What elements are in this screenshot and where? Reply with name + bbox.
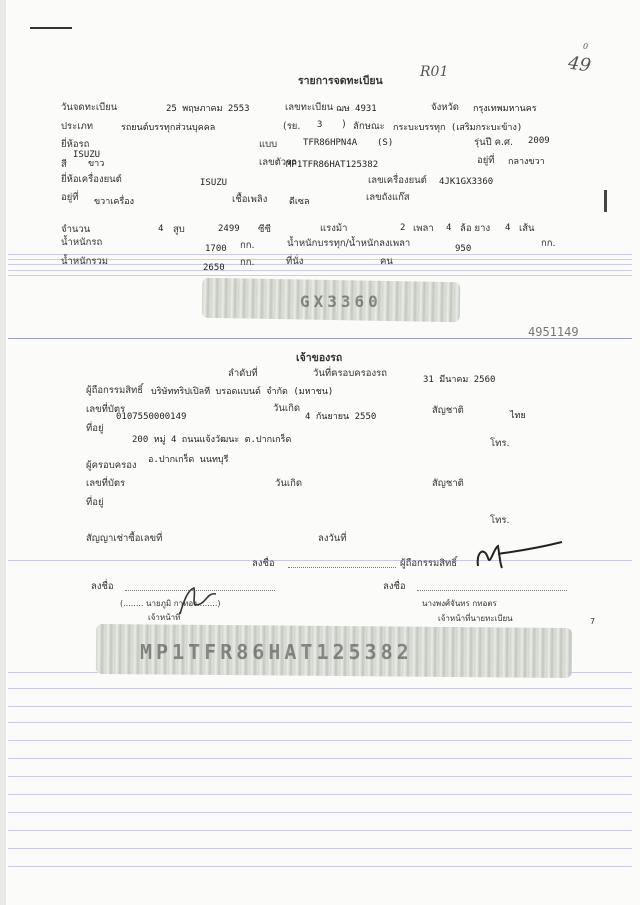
load-label: น้ำหนักบรรทุก/น้ำหนักลงเพลา [287, 238, 411, 249]
total-weight-label: น้ำหนักรวม [61, 256, 109, 267]
margin-mark: 7 [590, 617, 596, 626]
engine-no-value: 4JK1GX3360 [439, 177, 494, 187]
ruled-line [8, 848, 632, 849]
year-label: รุ่นปี ค.ศ. [474, 137, 514, 148]
year-value: 2009 [528, 136, 550, 146]
load-value: 950 [455, 244, 472, 254]
lease-date-label: ลงวันที่ [318, 533, 347, 544]
fuel-label: เชื้อเพลิง [232, 194, 268, 205]
possessor-nation-label: สัญชาติ [432, 478, 464, 489]
ruled-line [8, 270, 632, 271]
total-weight-unit: กก. [240, 257, 255, 268]
weight-unit: กก. [240, 240, 255, 251]
engine-no-label: เลขเครื่องยนต์ [368, 175, 427, 186]
province-label: จังหวัด [431, 102, 459, 113]
fuel-value: ดีเซล [289, 197, 310, 207]
cc-label: ซีซี [258, 224, 271, 235]
left-officer-name: (........ นายภูมิ กาทอง........) [120, 599, 221, 608]
type-label: ประเภท [61, 121, 94, 132]
address-label: ที่อยู่ [86, 423, 104, 434]
count-label: จำนวน [61, 224, 91, 235]
officer-sign-line-right [417, 589, 567, 591]
model-label: แบบ [259, 139, 278, 150]
axle-label: เพลา [413, 223, 434, 234]
location-value: กลางขวา [508, 157, 545, 167]
engine-loc-value: ขวาเครื่อง [94, 197, 134, 207]
tire-label: เส้น [519, 223, 535, 234]
color-value: ขาว [88, 159, 105, 169]
ruled-line [8, 866, 632, 867]
ruled-line [8, 794, 632, 795]
nation-value: ไทย [510, 411, 526, 421]
left-officer-title: เจ้าหน้าที่ [148, 613, 181, 622]
model-suffix: (S) [377, 138, 394, 148]
brand-value: ISUZU [73, 150, 101, 160]
chassis-label: เลขตัวรถ [259, 157, 297, 168]
right-officer-title: เจ้าหน้าที่นายทะเบียน [438, 614, 513, 623]
seat-label: ที่นั่ง [286, 256, 304, 267]
possessor-id-label: เลขที่บัตร [86, 478, 126, 489]
rb-label: (รย. [283, 121, 301, 132]
handwritten-code: R01 [420, 64, 449, 80]
axle-value: 2 [400, 223, 406, 233]
ruled-line [8, 722, 632, 723]
possessor-label: ผู้ครอบครอง [86, 460, 137, 471]
address-line-2: อ.ปากเกร็ด นนทบุรี [148, 455, 229, 465]
ruled-line [8, 740, 632, 741]
color-label: สี [61, 159, 67, 170]
registration-title: รายการจดทะเบียน [298, 75, 383, 87]
location-label: อยู่ที่ [477, 155, 495, 166]
brand-label: ยี่ห้อรถ [61, 139, 90, 150]
wheel-label: ล้อ ยาง [460, 223, 491, 234]
possession-label: วันที่ครอบครองรถ [313, 368, 387, 379]
model-value: TFR86HPN4A [303, 138, 358, 148]
engine-rubbing-text: GX3360 [300, 292, 382, 311]
nation-label: สัญชาติ [432, 405, 464, 416]
lease-label: สัญญาเช่าซื้อเลขที่ [86, 533, 163, 544]
order-label: ลำดับที่ [228, 368, 258, 379]
possessor-address-label: ที่อยู่ [86, 497, 104, 508]
tel-label: โทร. [490, 438, 510, 449]
plate-value: ฌษ 4931 [336, 104, 377, 114]
officer-sign-label-right: ลงชื่อ [383, 581, 406, 592]
officer-sign-label-left: ลงชื่อ [91, 581, 114, 592]
holder-signature [470, 538, 570, 574]
ruled-line [8, 830, 632, 831]
cylinders-value: 4 [158, 224, 164, 234]
engine-brand-value: ISUZU [200, 178, 228, 188]
style-value: กระบะบรรทุก (เสริมกระบะข้าง) [393, 123, 523, 133]
engine-loc-label: อยู่ที่ [61, 192, 79, 203]
wheel-value: 4 [446, 223, 452, 233]
weight-value: 1700 [205, 244, 227, 254]
rb-close: ) [342, 119, 346, 130]
corner-small-mark: 0 [583, 42, 589, 51]
weight-label: น้ำหนักรถ [61, 237, 103, 248]
reg-date-label: วันจดทะเบียน [61, 102, 118, 113]
cc-value: 2499 [218, 224, 240, 234]
possessor-birth-label: วันเกิด [275, 478, 302, 489]
id-value: 0107550000149 [116, 412, 187, 422]
load-unit: กก. [541, 238, 556, 249]
chassis-rubbing-text: MP1TFR86HAT125382 [140, 640, 413, 664]
birth-label: วันเกิด [273, 403, 300, 414]
holder-sign-label: ผู้ถือกรรมสิทธิ์ [400, 558, 458, 569]
tire-value: 4 [505, 223, 511, 233]
seat-unit: คน [380, 256, 393, 267]
plate-label: เลขทะเบียน [285, 102, 334, 113]
engine-brand-label: ยี่ห้อเครื่องยนต์ [61, 174, 122, 185]
ruled-line [8, 275, 632, 276]
total-weight-value: 2650 [203, 263, 225, 273]
possession-date: 31 มีนาคม 2560 [423, 375, 496, 385]
possessor-tel-label: โทร. [490, 515, 510, 526]
ruled-line [8, 706, 632, 707]
id-label: เลขที่บัตร [86, 404, 126, 415]
scan-left-edge [0, 0, 6, 905]
birth-value: 4 กันยายน 2550 [305, 412, 377, 422]
stamp-number: 4951149 [528, 325, 579, 339]
margin-dash [604, 190, 607, 212]
sign-line [288, 566, 396, 568]
province-value: กรุงเทพมหานคร [473, 104, 537, 114]
cylinders-label: สูบ [173, 224, 185, 235]
chassis-value: MP1TFR86HAT125382 [286, 160, 379, 170]
gas-label: เลขถังแก๊ส [366, 192, 410, 203]
sign-label: ลงชื่อ [252, 558, 275, 569]
rb-value: 3 [317, 120, 323, 130]
type-value: รถยนต์บรรทุกส่วนบุคคล [121, 123, 216, 133]
owner-title: เจ้าของรถ [296, 352, 343, 364]
rights-holder-value: บริษัททริปเปิลที บรอดแบนด์ จำกัด (มหาชน) [151, 387, 334, 397]
address-line-1: 200 หมู่ 4 ถนนแจ้งวัฒนะ ต.ปากเกร็ด [132, 435, 292, 445]
ruled-line [8, 688, 632, 689]
corner-page-number: 49 [566, 52, 593, 77]
reg-date-value: 25 พฤษภาคม 2553 [166, 104, 250, 114]
scan-top-mark [30, 27, 72, 29]
hp-label: แรงม้า [320, 223, 348, 234]
style-label: ลักษณะ [353, 121, 385, 132]
ruled-line [8, 758, 632, 759]
rights-holder-label: ผู้ถือกรรมสิทธิ์ [86, 385, 144, 396]
ruled-line [8, 812, 632, 813]
ruled-line [8, 776, 632, 777]
right-officer-name: นางพงศ์จันทร กทอตร [422, 599, 497, 608]
